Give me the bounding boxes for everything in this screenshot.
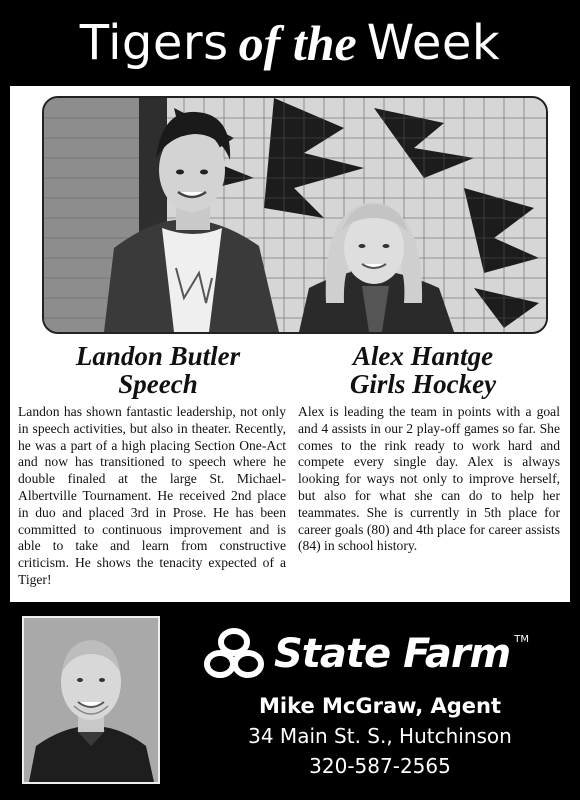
student-name-block-left — [38, 342, 278, 398]
students-panel — [10, 86, 570, 602]
title-tigers: Tigers — [79, 15, 229, 71]
page-title — [0, 0, 580, 86]
student-bio-right: Alex is leading the team in points with a goal and 4 assists in our 2 play-off games so far. She comes to the rink ready to work hard and compete every single day. Alex is always looking for ways not only to improve herself, but also for what she can do to help her teammates. She is currently in 5th place for career goals (80) and 4th place for career assists (84) in school history. — [298, 404, 560, 554]
state-farm-logo — [200, 622, 550, 686]
student-name-block-right — [298, 342, 548, 398]
students-photo — [42, 96, 548, 334]
agent-name: Mike McGraw, Agent — [258, 694, 502, 718]
state-farm-ovals-icon — [200, 626, 268, 682]
title-of-the: of the — [238, 15, 357, 71]
brand-name: State Farm — [274, 631, 511, 677]
agent-photo — [22, 616, 160, 784]
student-activity: Girls Hockey — [349, 369, 497, 399]
title-week: Week — [366, 15, 501, 71]
agent-address: 34 Main St. S., Hutchinson — [248, 724, 512, 748]
student-name: Alex Hantge — [352, 341, 494, 371]
agent-phone: 320-587-2565 — [309, 754, 451, 778]
student-bio-left: Landon has shown fantastic leadership, not only in speech activities, but also in theater. Recently, he was a part of a high placing Section One-Act and now has transitioned to speech where he double finaled at the large St. Michael-Albertville Tournament. He received 2nd place in duo and placed 3rd in Prose. He has been committed to continuous improvement and is able to take and learn from constructive criticism. He shows the tenacity expected of a Tiger! — [18, 404, 286, 587]
student-name: Landon Butler — [75, 341, 241, 371]
student-activity: Speech — [118, 369, 198, 399]
trademark-mark: TM — [514, 634, 529, 645]
